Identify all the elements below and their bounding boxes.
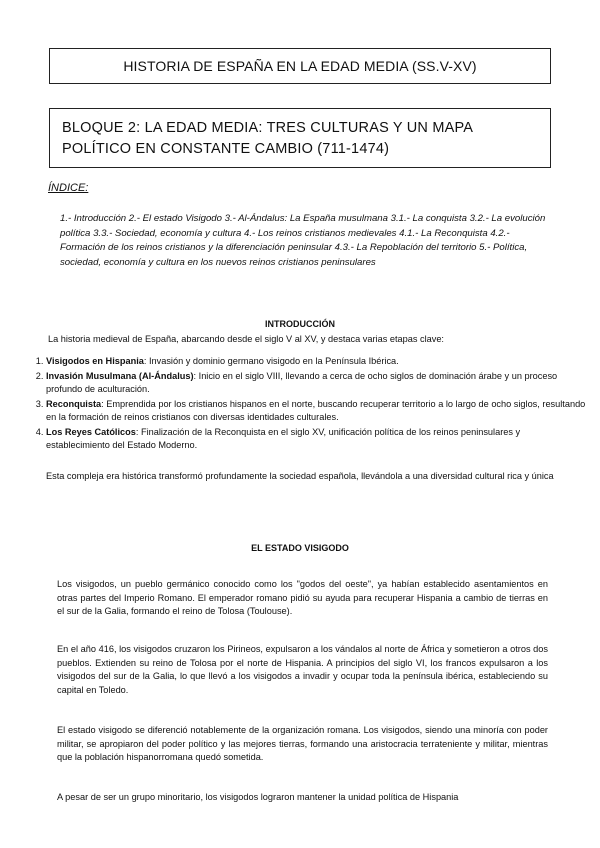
bloque-title-box bbox=[49, 108, 551, 168]
list-item bbox=[46, 370, 586, 397]
list-item-term: Invasión Musulmana (Al-Ándalus) bbox=[46, 370, 194, 381]
list-item-term: Reconquista bbox=[46, 398, 102, 409]
document-title: HISTORIA DE ESPAÑA EN LA EDAD MEDIA (SS.V-XV) bbox=[123, 58, 477, 74]
list-item-text: : Invasión y dominio germano visigodo en la Península Ibérica. bbox=[143, 356, 399, 366]
visigodo-heading: EL ESTADO VISIGODO bbox=[251, 543, 349, 553]
bloque-title: BLOQUE 2: LA EDAD MEDIA: TRES CULTURAS Y UN MAPA POLÍTICO EN CONSTANTE CAMBIO (711-1474) bbox=[62, 120, 473, 157]
document-title-box bbox=[49, 48, 551, 84]
list-item-text: : Emprendida por los cristianos hispanos en el norte, buscando recuperar territorio a lo largo de ocho siglos, resultando en la formación de reinos cristianos con diversas identidades culturales. bbox=[46, 398, 586, 422]
introduccion-closing: Esta compleja era histórica transformó profundamente la sociedad española, llevándola a una diversidad cultural rica y única bbox=[46, 471, 554, 481]
list-item bbox=[46, 355, 586, 369]
introduccion-list bbox=[10, 355, 586, 454]
visigodo-paragraph-4: A pesar de ser un grupo minoritario, los visigodos lograron mantener la unidad política de Hispania bbox=[57, 792, 459, 802]
indice-content: 1.- Introducción 2.- El estado Visigodo 3.- Al-Ándalus: La España musulmana 3.1.- La conquista 3.2.- La evolución política 3.3.- Sociedad, economía y cultura 4.- Los reinos cristianos medievales 4.1.- La Reconquista 4.2.- Formación de los reinos cristianos y la diferenciación peninsular 4.3.- La Repoblación del territorio 5.- Política, sociedad, economía y cultura en los nuevos reinos cristianos peninsulares bbox=[60, 213, 546, 268]
list-item-text: : Inicio en el siglo VIII, llevando a cerca de ocho siglos de dominación árabe y un proceso profundo de aculturación. bbox=[46, 370, 558, 394]
introduccion-heading: INTRODUCCIÓN bbox=[265, 319, 335, 329]
list-item-term: Visigodos en Hispania bbox=[46, 356, 144, 366]
visigodo-paragraph-3: El estado visigodo se diferenció notablemente de la organización romana. Los visigodos, siendo una minoría con poder militar, se apropiaron del poder político y las mejores tierras, formando una aristocracia terrateniente y militar, mientras que la población hispanorromana quedó sometida. bbox=[57, 725, 548, 763]
list-item-term: Los Reyes Católicos bbox=[46, 426, 136, 437]
list-item bbox=[46, 426, 586, 453]
introduccion-lead: La historia medieval de España, abarcando desde el siglo V al XV, y destaca varias etapas clave: bbox=[48, 334, 444, 344]
visigodo-paragraph-2: En el año 416, los visigodos cruzaron los Pirineos, expulsaron a los vándalos al norte de África y sometieron a otros dos pueblos. Extienden su reino de Tolosa por el norte de Hispania. A principios del siglo VI, los francos expulsaron a los visigodos del sur de la Galia, lo que llevó a los visigodos a invadir y ocupar toda la península ibérica, estableciendo su capital en Toledo. bbox=[57, 644, 548, 695]
list-item-text: : Finalización de la Reconquista en el siglo XV, unificación política de los reinos peninsulares y establecimiento del Estado Moderno. bbox=[46, 426, 521, 450]
indice-heading: ÍNDICE: bbox=[48, 182, 89, 194]
list-item bbox=[46, 398, 586, 425]
visigodo-paragraph-1: Los visigodos, un pueblo germánico conocido como los "godos del oeste", ya habían establecido asentamientos en otras partes del Imperio Romano. El emperador romano pidió su ayuda para recuperar Hispania a cambio de tierras en el sur de la Galia, formando el reino de Tolosa (Toulouse). bbox=[57, 579, 548, 617]
